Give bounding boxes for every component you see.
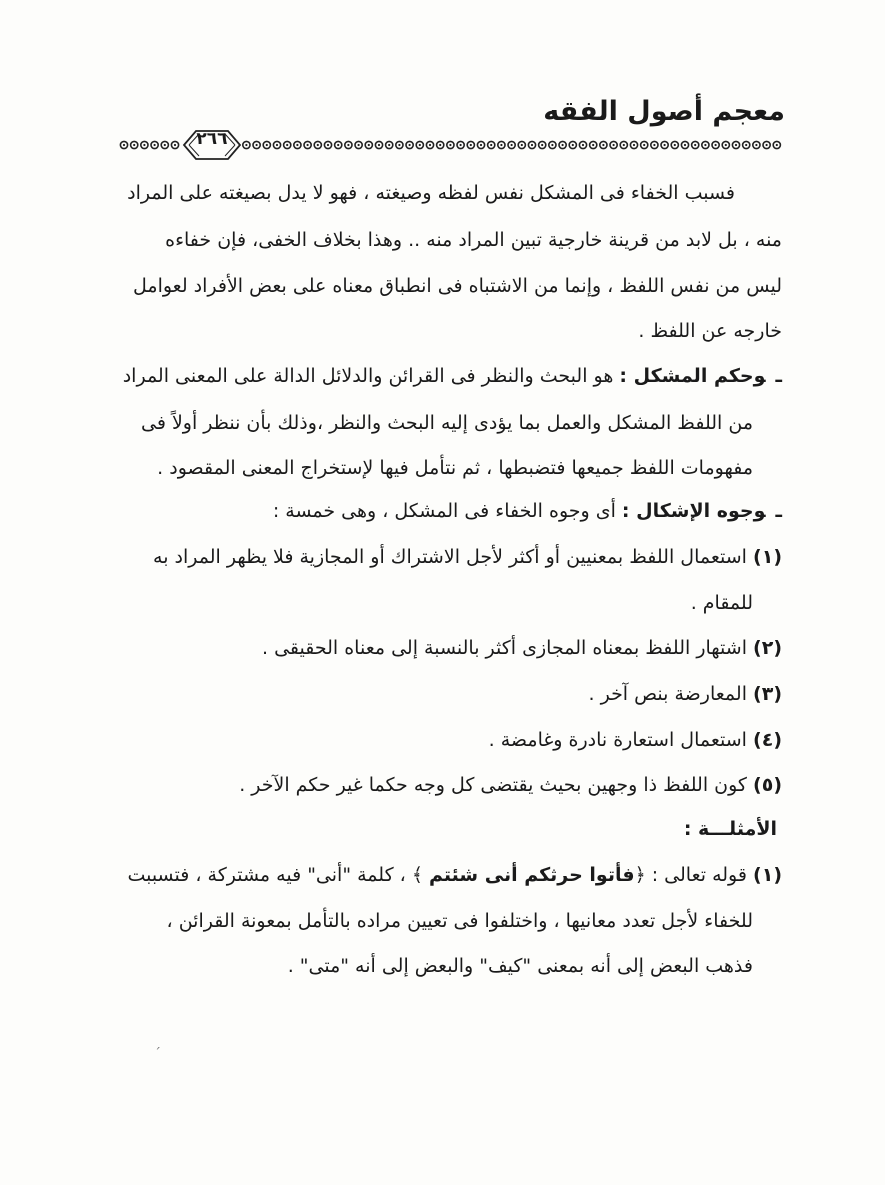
- causes-label: وجوه الإشكال :: [621, 500, 766, 522]
- text-line: للمقام .: [690, 592, 753, 614]
- item-text: اشتهار اللفظ بمعناه المجازى أكثر بالنسبة إلى معناه الحقيقى .: [261, 637, 747, 659]
- scan-speck: ´: [154, 1046, 161, 1062]
- text-line: من اللفظ المشكل والعمل بما يؤدى إليه البحث والنظر ،وذلك بأن ننظر أولاً فى: [141, 412, 753, 434]
- item-number: (٤): [753, 729, 782, 751]
- list-item: [239, 776, 782, 795]
- text-line: منه ، بل لابد من قرينة خارجية تبين المراد منه .. وهذا بخلاف الخفى، فإن خفاءه: [165, 229, 782, 251]
- text-line: خارجه عن اللفظ .: [638, 320, 782, 342]
- item-text: كون اللفظ ذا وجهين بحيث يقتضى كل وجه حكما غير حكم الآخر .: [239, 774, 747, 796]
- item-number: (١): [753, 864, 782, 886]
- list-item: [153, 548, 782, 567]
- text-line: ليس من نفس اللفظ ، وإنما من الاشتباه فى انطباق معناه على بعض الأفراد لعوامل: [133, 275, 782, 297]
- list-item: [262, 639, 782, 658]
- causes-line: [273, 502, 782, 521]
- item-number: (٣): [753, 683, 782, 705]
- ruling-text: هو البحث والنظر فى القرائن والدلائل الدالة على المعنى المراد: [122, 365, 614, 387]
- examples-heading: الأمثلـــة :: [683, 818, 777, 840]
- causes-text: أى وجوه الخفاء فى المشكل ، وهى خمسة :: [272, 500, 616, 522]
- ruling-line: [123, 367, 782, 386]
- text-line: فذهب البعض إلى أنه بمعنى "كيف" والبعض إلى أنه "متى" .: [287, 955, 753, 977]
- item-text: المعارضة بنص آخر .: [588, 683, 747, 705]
- text-line: فسبب الخفاء فى المشكل نفس لفظه وصيغته ، فهو لا يدل بصيغته على المراد: [127, 182, 735, 204]
- ruling-label: وحكم المشكل :: [619, 365, 766, 387]
- bullet-dash: ـ: [775, 500, 782, 522]
- bullet-dash: ـ: [775, 365, 782, 387]
- item-text: قوله تعالى : ﴿: [634, 864, 747, 886]
- page-header-title: معجم أصول الفقه: [543, 96, 785, 127]
- page-number: ٢٦٦: [196, 129, 228, 149]
- list-item: [489, 731, 782, 750]
- item-number: (٥): [753, 774, 782, 796]
- list-item: [127, 866, 782, 885]
- text-line: للخفاء لأجل تعدد معانيها ، واختلفوا فى تعيين مراده بالتأمل بمعونة القرائن ،: [166, 910, 753, 932]
- text-line: مفهومات اللفظ جميعها فتضبطها ، ثم نتأمل فيها لإستخراج المعنى المقصود .: [157, 457, 753, 479]
- quran-verse: فأتوا حرثكم أنى شئتم: [429, 864, 635, 886]
- item-number: (٢): [753, 637, 782, 659]
- item-text: استعمال استعارة نادرة وغامضة .: [488, 729, 747, 751]
- item-text: استعمال اللفظ بمعنيين أو أكثر لأجل الاشتراك أو المجازية فلا يظهر المراد به: [153, 546, 747, 568]
- item-text: ﴾ ، كلمة "أنى" فيه مشتركة ، فتسببت: [127, 864, 423, 886]
- item-number: (١): [753, 546, 782, 568]
- list-item: [589, 685, 783, 704]
